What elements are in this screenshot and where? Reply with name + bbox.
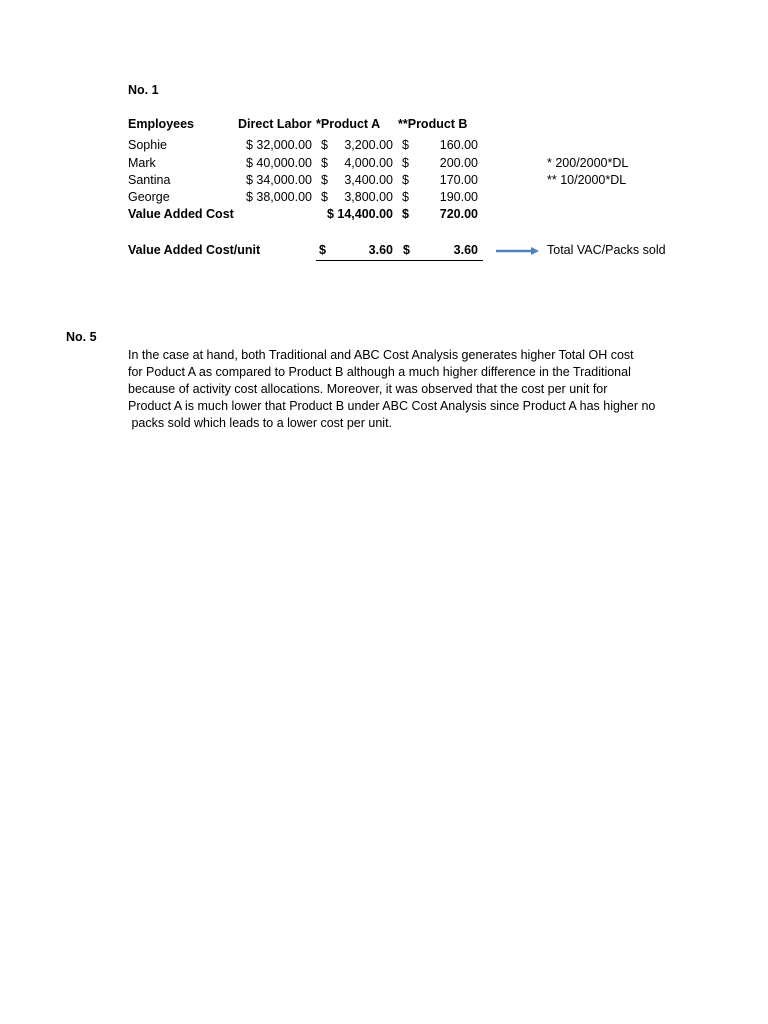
value-added-cost-product-b-currency: $ <box>402 207 409 221</box>
product-a-value: 3,800.00 <box>344 190 393 204</box>
per-unit-product-a-value: 3.60 <box>368 243 393 257</box>
paragraph-line: Product A is much lower that Product B under ABC Cost Analysis since Product A has higher no <box>128 399 656 413</box>
section-5-title: No. 5 <box>66 330 97 344</box>
product-b-value: 190.00 <box>439 190 478 204</box>
arrow-right-icon <box>496 245 540 257</box>
product-b-currency: $ <box>402 190 409 204</box>
per-unit-product-b-currency: $ <box>403 243 410 257</box>
section-1-title: No. 1 <box>128 83 159 97</box>
product-b-value: 200.00 <box>439 156 478 170</box>
product-a-value: 4,000.00 <box>344 156 393 170</box>
direct-labor-value: $ 40,000.00 <box>245 156 312 170</box>
product-a-currency: $ <box>321 173 328 187</box>
product-b-currency: $ <box>402 138 409 152</box>
product-a-currency: $ <box>321 156 328 170</box>
product-b-currency: $ <box>402 156 409 170</box>
note-product-b-formula: ** 10/2000*DL <box>547 173 627 187</box>
paragraph-line: because of activity cost allocations. Moreover, it was observed that the cost per unit for <box>128 382 608 396</box>
employee-name: Santina <box>128 173 171 187</box>
product-a-value: 3,200.00 <box>344 138 393 152</box>
direct-labor-value: $ 32,000.00 <box>245 138 312 152</box>
product-b-currency: $ <box>402 173 409 187</box>
product-a-value: 3,400.00 <box>344 173 393 187</box>
value-added-cost-per-unit-label: Value Added Cost/unit <box>128 243 261 257</box>
per-unit-product-a-currency: $ <box>319 243 326 257</box>
paragraph-line: In the case at hand, both Traditional and ABC Cost Analysis generates higher Total OH cost <box>128 348 634 362</box>
header-product-b: **Product B <box>398 117 468 131</box>
per-unit-underline <box>316 260 483 261</box>
header-employees: Employees <box>128 117 195 131</box>
product-b-value: 160.00 <box>439 138 478 152</box>
note-product-a-formula: * 200/2000*DL <box>547 156 629 170</box>
product-a-currency: $ <box>321 190 328 204</box>
product-a-currency: $ <box>321 138 328 152</box>
employee-name: George <box>128 190 170 204</box>
employee-name: Mark <box>128 156 156 170</box>
header-product-a: *Product A <box>316 117 381 131</box>
value-added-cost-label: Value Added Cost <box>128 207 234 221</box>
employee-name: Sophie <box>128 138 167 152</box>
per-unit-product-b-value: 3.60 <box>453 243 478 257</box>
value-added-cost-product-b: 720.00 <box>439 207 478 221</box>
paragraph-line: packs sold which leads to a lower cost per unit. <box>128 416 393 430</box>
header-direct-labor: Direct Labor <box>238 117 312 131</box>
paragraph-line: for Poduct A as compared to Product B although a much higher difference in the Traditional <box>128 365 631 379</box>
product-b-value: 170.00 <box>439 173 478 187</box>
direct-labor-value: $ 34,000.00 <box>245 173 312 187</box>
arrow-note: Total VAC/Packs sold <box>547 243 666 257</box>
value-added-cost-product-a: $ 14,400.00 <box>326 207 393 221</box>
direct-labor-value: $ 38,000.00 <box>245 190 312 204</box>
